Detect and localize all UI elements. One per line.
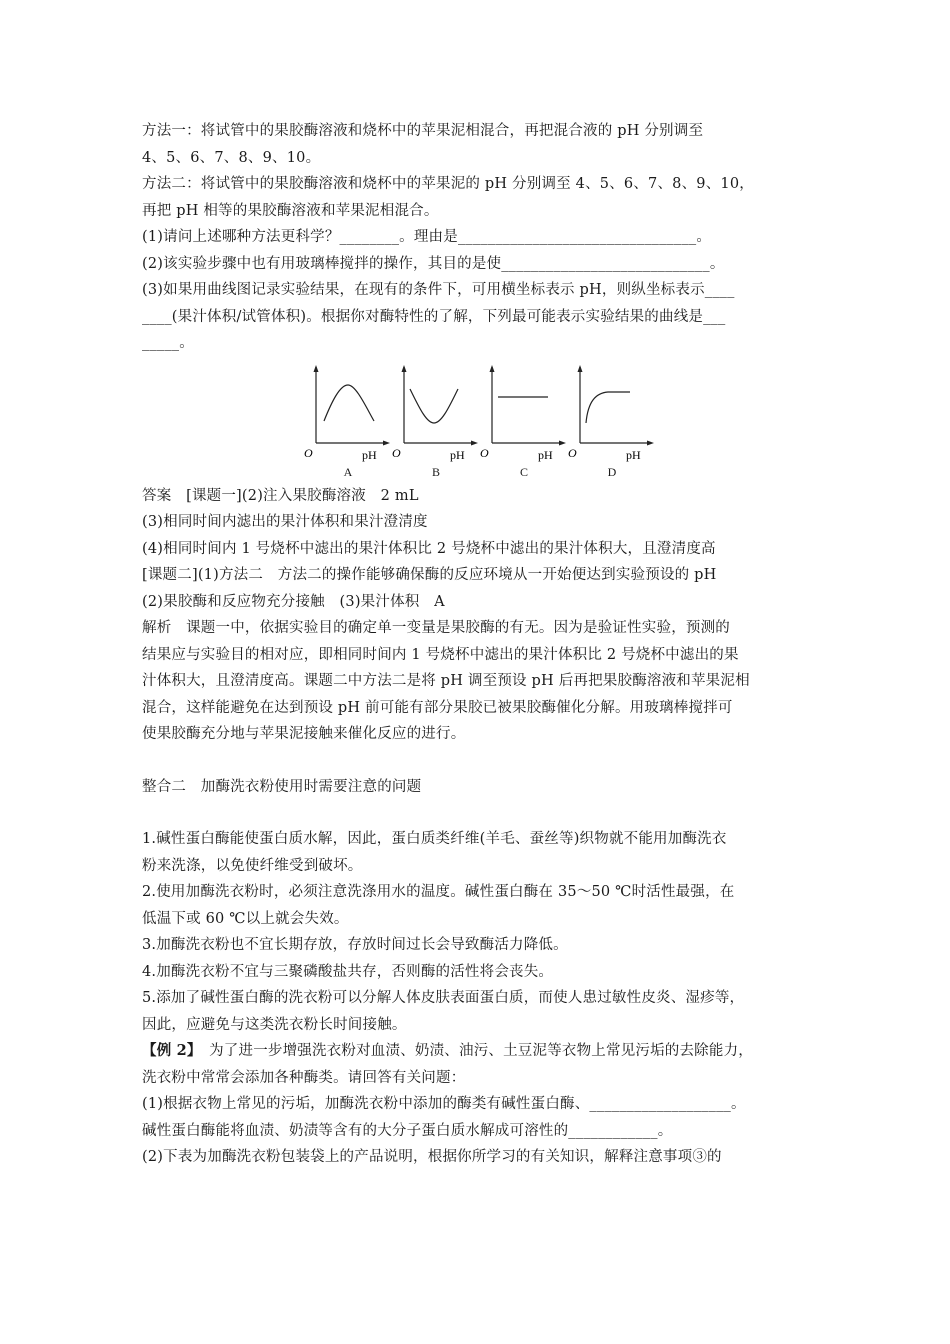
figure-a-graph — [302, 365, 394, 461]
example-first-line — [142, 1038, 810, 1065]
figure-d — [566, 365, 658, 483]
text-line: ____(果汁体积/试管体积)。根据你对酶特性的了解，下列最可能表示实验结果的曲线是___ — [142, 308, 726, 325]
y-axis-arrow — [314, 365, 319, 372]
x-axis-label: pH — [450, 447, 465, 462]
question-1: (1)请问上述哪种方法更科学？________。理由是________________________________。 — [142, 229, 712, 245]
origin-label: O — [568, 445, 577, 460]
figure-c — [478, 365, 570, 483]
point-line: 5.添加了碱性蛋白酶的洗衣粉可以分解人体皮肤表面蛋白质，而使人患过敏性皮炎、湿疹等， — [142, 990, 745, 1006]
figure-b — [390, 365, 482, 483]
answer-line: [课题二](1)方法二 方法二的操作能够确保酶的反应环境从一开始便达到实验预设的 pH — [142, 567, 717, 583]
y-axis-arrow — [490, 365, 495, 372]
text-line: 方法二：将试管中的果胶酶溶液和烧杯中的苹果泥的 pH 分别调至 4、5、6、7、8、9、10， — [142, 176, 754, 192]
method-block — [142, 118, 810, 357]
figure-caption: B — [431, 464, 440, 479]
origin-label: O — [304, 445, 313, 460]
x-axis-arrow — [647, 440, 654, 445]
point-line: 1.碱性蛋白酶能使蛋白质水解，因此，蛋白质类纤维(羊毛、蚕丝等)织物就不能用加酶洗衣 — [142, 831, 727, 847]
figure-c-graph — [478, 365, 570, 461]
origin-label: O — [392, 445, 401, 460]
x-axis-label: pH — [626, 447, 641, 462]
example-block — [142, 1038, 810, 1171]
figure-caption: D — [607, 464, 617, 479]
figure-a — [302, 365, 394, 483]
x-axis-label: pH — [538, 447, 553, 462]
document-page — [142, 118, 810, 1171]
figure-caption: C — [519, 464, 528, 479]
origin-label: O — [480, 445, 489, 460]
point-line: 因此，应避免与这类洗衣粉长时间接触。 — [142, 1016, 407, 1033]
point-line: 3.加酶洗衣粉也不宜长期存放，存放时间过长会导致酶活力降低。 — [142, 937, 568, 953]
example-line: (2)下表为加酶洗衣粉包装袋上的产品说明，根据你所学习的有关知识，解释注意事项③的 — [142, 1149, 722, 1165]
x-axis-arrow — [471, 440, 478, 445]
text-line: 再把 pH 相等的果胶酶溶液和苹果泥相混合。 — [142, 202, 439, 219]
point-line: 2.使用加酶洗衣粉时，必须注意洗涤用水的温度。碱性蛋白酶在 35～50 ℃时活性最强，在 — [142, 884, 735, 900]
text-line: 4、5、6、7、8、9、10。 — [142, 149, 321, 166]
question-3: (3)如果用曲线图记录实验结果，在现有的条件下，可用横坐标表示 pH，则纵坐标表示____ — [142, 282, 735, 298]
section-title: 整合二 加酶洗衣粉使用时需要注意的问题 — [142, 778, 422, 795]
x-axis-label: pH — [362, 447, 377, 462]
point-line: 低温下或 60 ℃以上就会失效。 — [142, 910, 349, 927]
analysis-line: 汁体积大，且澄清度高。课题二中方法二是将 pH 调至预设 pH 后再把果胶酶溶液和苹果泥相 — [142, 673, 750, 689]
x-axis-arrow — [559, 440, 566, 445]
analysis-line: 混合，这样能避免在达到预设 pH 前可能有部分果胶已被果胶酶催化分解。用玻璃棒搅拌可 — [142, 699, 733, 716]
example-line: 碱性蛋白酶能将血渍、奶渍等含有的大分子蛋白质水解成可溶性的____________。 — [142, 1122, 673, 1139]
analysis-line: 解析 课题一中，依据实验目的确定单一变量是果胶酶的有无。因为是验证性实验，预测的 — [142, 620, 730, 636]
answer-line: (4)相同时间内 1 号烧杯中滤出的果汁体积比 2 号烧杯中滤出的果汁体积大，且澄清度高 — [142, 540, 716, 557]
example-tag: 【例 2】 — [142, 1042, 195, 1059]
question-2: (2)该实验步骤中也有用玻璃棒搅拌的操作，其目的是使____________________________。 — [142, 255, 725, 272]
peak-curve — [324, 385, 374, 421]
y-axis-arrow — [578, 365, 583, 372]
example-line: 洗衣粉中常常会添加各种酶类。请回答有关问题： — [142, 1069, 466, 1086]
text-line: 方法一：将试管中的果胶酶溶液和烧杯中的苹果泥相混合，再把混合液的 pH 分别调至 — [142, 123, 704, 139]
point-line: 粉来洗涤，以免使纤维受到破坏。 — [142, 857, 363, 874]
answer-block — [142, 483, 810, 748]
valley-curve — [410, 389, 458, 423]
example-text: 为了进一步增强洗衣粉对血渍、奶渍、油污、土豆泥等衣物上常见污垢的去除能力， — [194, 1043, 753, 1059]
analysis-line: 使果胶酶充分地与苹果泥接触来催化反应的进行。 — [142, 726, 466, 742]
x-axis-arrow — [383, 440, 390, 445]
figure-caption: A — [343, 464, 353, 479]
answer-line: (3)相同时间内滤出的果汁体积和果汁澄清度 — [142, 514, 428, 530]
point-line: 4.加酶洗衣粉不宜与三聚磷酸盐共存，否则酶的活性将会丧失。 — [142, 963, 554, 980]
text-line: _____。 — [142, 335, 194, 351]
curve-figures — [142, 365, 810, 483]
answer-line: (2)果胶酶和反应物充分接触 (3)果汁体积 A — [142, 593, 445, 610]
example-line: (1)根据衣物上常见的污垢，加酶洗衣粉中添加的酶类有碱性蛋白酶、___________________。 — [142, 1096, 746, 1112]
analysis-line: 结果应与实验目的相对应，即相同时间内 1 号烧杯中滤出的果汁体积比 2 号烧杯中滤出的果 — [142, 646, 739, 663]
y-axis-arrow — [402, 365, 407, 372]
rise-plateau-curve — [586, 392, 630, 423]
figure-b-graph — [390, 365, 482, 461]
points-block — [142, 826, 810, 1038]
figure-d-graph — [566, 365, 658, 461]
answer-line: 答案 [课题一](2)注入果胶酶溶液 2 mL — [142, 487, 419, 504]
